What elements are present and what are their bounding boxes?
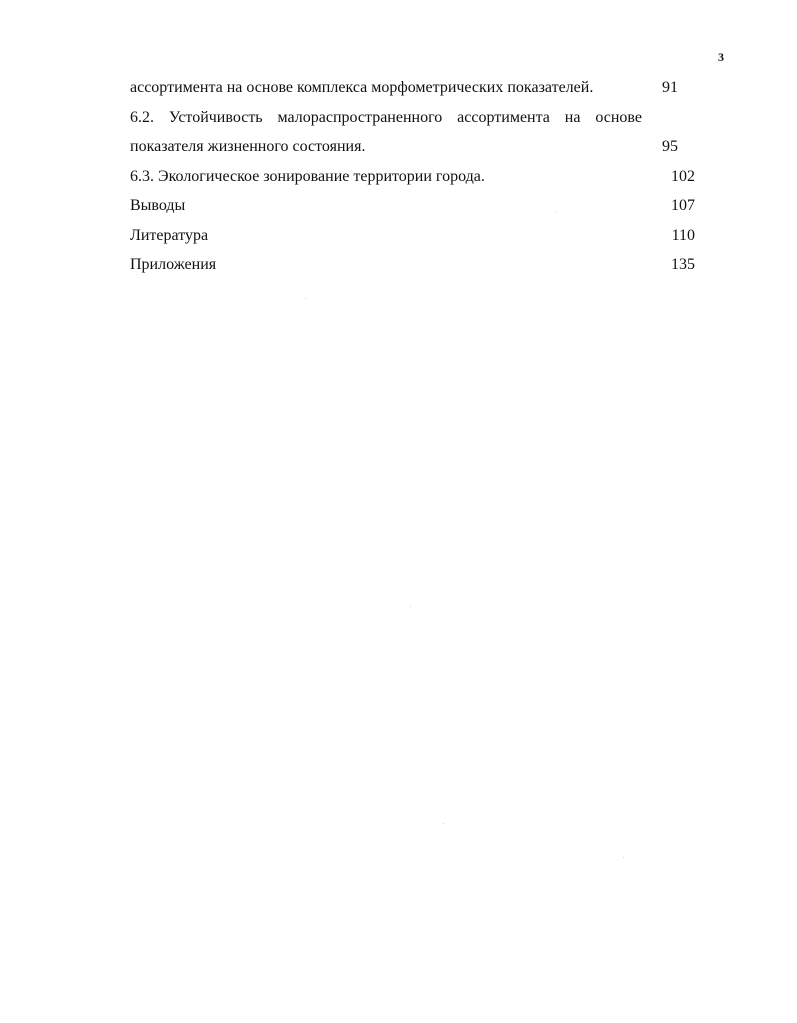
toc-entry-title: Приложения [130, 256, 217, 273]
toc-entry-page: 95 [662, 138, 678, 155]
toc-entry [130, 162, 695, 192]
toc-entry-page: 107 [671, 197, 695, 214]
toc-entry [130, 103, 695, 162]
scan-speck [410, 606, 411, 607]
toc-entry-title: Выводы [130, 197, 186, 214]
toc-entry [130, 191, 695, 221]
toc-entry [130, 250, 695, 280]
toc-entry-page: 135 [671, 256, 695, 273]
toc-entry-page: 91 [662, 79, 678, 96]
toc-entry-title-continued: показателя жизненного состояния. [130, 138, 366, 155]
toc-entry-page: 110 [671, 226, 695, 244]
toc-entry [130, 221, 695, 251]
toc-entry-page: 102 [671, 167, 695, 185]
page-number: 3 [718, 50, 724, 64]
table-of-contents [130, 73, 695, 280]
toc-entry [130, 73, 695, 103]
toc-entry-title: 6.3. Экологическое зонирование территории города. [130, 167, 485, 185]
toc-entry-title: 6.2. Устойчивость малораспространенного ассортимента на основе [130, 108, 642, 126]
toc-entry-title: ассортимента на основе комплекса морфометрических показателей. [130, 79, 594, 96]
scan-speck [443, 823, 444, 824]
scan-speck [555, 212, 556, 213]
scan-speck [623, 857, 624, 858]
scan-speck [305, 298, 306, 299]
toc-entry-title: Литература [130, 226, 209, 244]
